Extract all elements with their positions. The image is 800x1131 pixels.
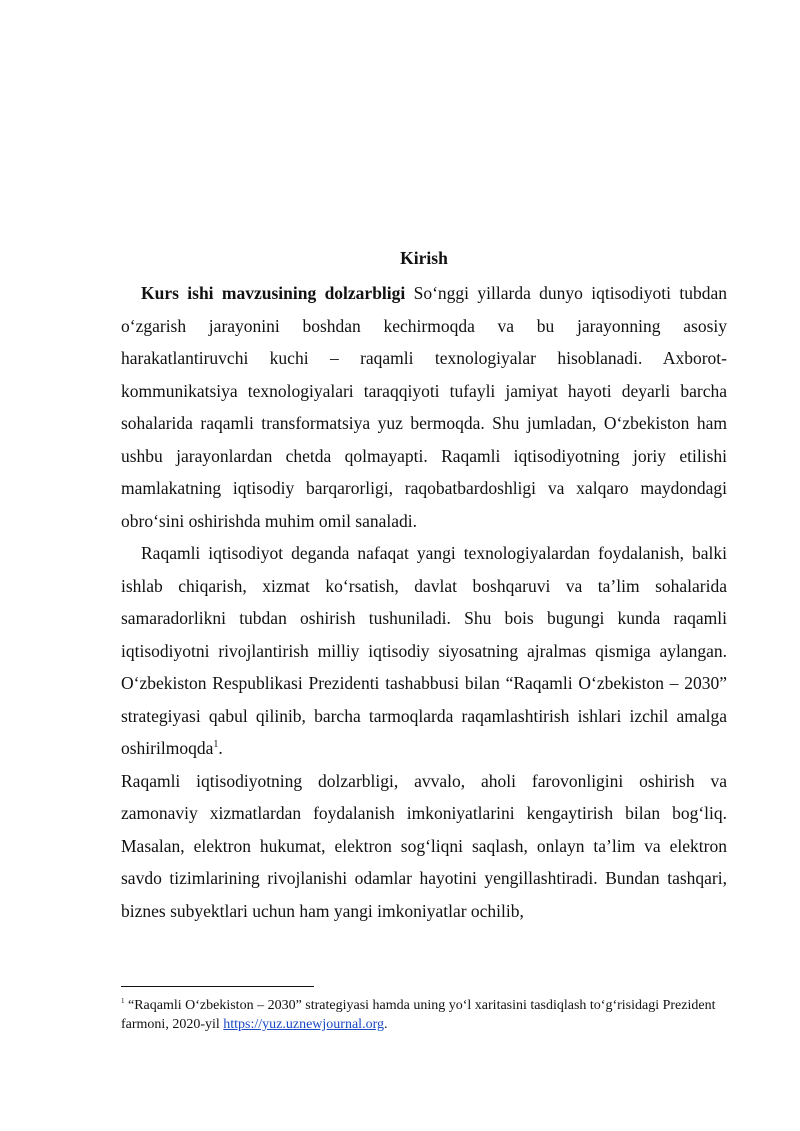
paragraph-relevance <box>121 277 727 537</box>
footnote-link[interactable]: https://yuz.uznewjournal.org <box>223 1017 384 1032</box>
footnote <box>121 996 727 1034</box>
paragraph-importance <box>121 765 727 928</box>
footnote-reference[interactable]: 1 <box>213 739 219 751</box>
document-body <box>121 277 727 927</box>
footnote-divider <box>121 986 314 987</box>
paragraph-text: So‘nggi yillarda dunyo iqtisodiyoti tubdan o‘zgarish jarayonini boshdan kechirmoqda va bu jarayonning asosiy harakatlantiruvchi kuchi – raqamli texnologiyalar hisoblanadi. Axborot-kommunikatsiya texnologiyalari taraqqiyoti tufayli jamiyat hayoti deyarli barcha sohalarida raqamli transformatsiya yuz bermoqda. Shu jumladan, O‘zbekiston ham ushbu jarayonlardan chetda qolmayapti. Raqamli iqtisodiyotning joriy etilishi mamlakatning iqtisodiy barqarorligi, raqobatbardoshligi va xalqaro maydondagi obro‘sini oshirishda muhim omil sanaladi. <box>121 283 727 531</box>
paragraph-text: Raqamli iqtisodiyot deganda nafaqat yangi texnologiyalardan foydalanish, balki ishlab chiqarish, xizmat ko‘rsatish, davlat boshqaruvi va ta’lim sohalarida samaradorlikni tubdan oshirish tushuniladi. Shu bois bugungi kunda raqamli iqtisodiyotni rivojlantirish milliy iqtisodiy siyosatning ajralmas qismiga aylangan. O‘zbekiston Respublikasi Prezidenti tashabbusi bilan “Raqamli O‘zbekiston – 2030” strategiyasi qabul qilinib, barcha tarmoqlarda raqamlashtirish ishlari izchil amalga oshirilmoqda <box>121 543 727 758</box>
paragraph-text: Raqamli iqtisodiyotning dolzarbligi, avvalo, aholi farovonligini oshirish va zamonaviy xizmatlardan foydalanish imkoniyatlarini kengaytirish bilan bog‘liq. Masalan, elektron hukumat, elektron sog‘liqni saqlash, onlayn ta’lim va elektron savdo tizimlarining rivojlanishi odamlar hayotini yengillashtiradi. Bundan tashqari, biznes subyektlari uchun ham yangi imkoniyatlar ochilib, <box>121 770 727 921</box>
paragraph-lead: Kurs ishi mavzusining dolzarbligi <box>141 283 406 303</box>
section-title: Kirish <box>400 248 448 268</box>
footnote-end: . <box>383 1017 388 1032</box>
paragraph-end: . <box>218 738 223 758</box>
footnote-text: “Raqamli O‘zbekiston – 2030” strategiyasi hamda uning yo‘l xaritasini tasdiqlash to‘g‘risidagi Prezident farmoni, 2020-yil <box>121 998 716 1032</box>
paragraph-digital-economy <box>121 537 727 765</box>
footnote-marker: 1 <box>121 997 125 1005</box>
